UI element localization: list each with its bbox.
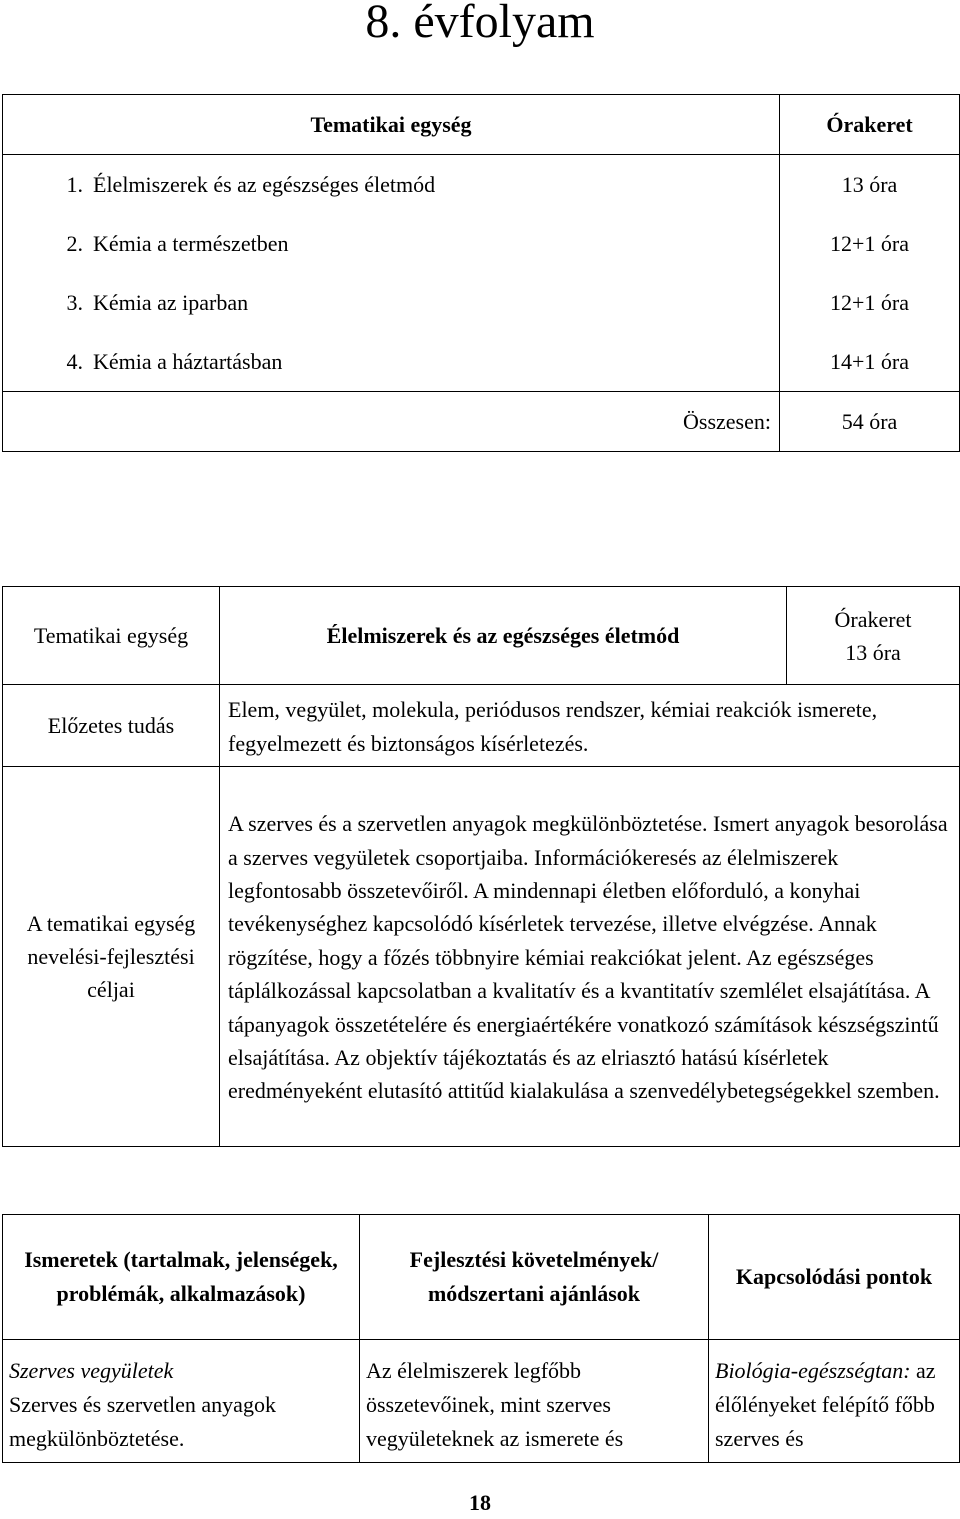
connections-cell bbox=[709, 1340, 960, 1463]
overview-row bbox=[3, 332, 960, 392]
unit-header-label: Tematikai egység bbox=[3, 587, 220, 685]
prior-knowledge-row bbox=[3, 685, 960, 767]
unit-table bbox=[2, 586, 960, 1147]
row-name: Élelmiszerek és az egészséges életmód bbox=[93, 155, 780, 215]
overview-row bbox=[3, 273, 960, 332]
goals-row bbox=[3, 767, 960, 1147]
overview-row bbox=[3, 155, 960, 215]
hours-value: 13 óra bbox=[845, 639, 901, 665]
details-table bbox=[2, 1214, 960, 1463]
row-hours: 12+1 óra bbox=[780, 214, 960, 273]
row-hours: 12+1 óra bbox=[780, 273, 960, 332]
goals-label-line: A tematikai egység bbox=[26, 911, 196, 936]
content-header: Ismeretek (tartalmak, jelenségek, problémák, alkalmazások) bbox=[3, 1215, 360, 1340]
goals-text: A szerves és a szervetlen anyagok megkülönböztetése. Ismert anyagok besorolása a szerves vegyületek csoportjaiba. Információkeresés az élelmiszerek legfontosabb összetevőiről. A mindennapi életben előforduló, a konyhai tevékenységhez kapcsolódó kísérletek tervezése, illetve elvégzése. Annak rögzítése, hogy a főzés többnyire kémiai reakciókat jelent. Az egészséges táplálkozással kapcsolatban a kvalitatív és a kvantitatív szemlélet elsajátítása. A tápanyagok összetételére és energiaértékére vonatkozó számítások készségszintű elsajátítása. Az objektív tájékoztatás és az elriasztó hatású kísérletek eredményeként elutasító attitűd kialakulása a szenvedélybetegségekkel szemben. bbox=[220, 767, 960, 1147]
goals-label-line: céljai bbox=[87, 977, 135, 1002]
row-name: Kémia az iparban bbox=[93, 273, 780, 332]
page-title: 8. évfolyam bbox=[365, 0, 595, 48]
overview-row bbox=[3, 214, 960, 273]
requirements-cell: Az élelmiszerek legfőbb összetevőinek, mint szerves vegyületeknek az ismerete és bbox=[360, 1340, 709, 1463]
overview-header-unit: Tematikai egység bbox=[3, 95, 780, 155]
overview-header-row bbox=[3, 95, 960, 155]
unit-hours-cell bbox=[787, 587, 960, 685]
content-text: Szerves és szervetlen anyagok megkülönböztetése. bbox=[9, 1392, 276, 1451]
overview-total-row bbox=[3, 392, 960, 452]
goals-label-line: nevelési-fejlesztési bbox=[27, 944, 195, 969]
prior-knowledge-label: Előzetes tudás bbox=[3, 685, 220, 767]
prior-knowledge-text: Elem, vegyület, molekula, periódusos rendszer, kémiai reakciók ismerete, fegyelmezett és biztonságos kísérletezés. bbox=[220, 685, 960, 767]
row-name: Kémia a természetben bbox=[93, 214, 780, 273]
details-row bbox=[3, 1340, 960, 1463]
content-topic: Szerves vegyületek bbox=[9, 1358, 174, 1383]
requirements-header: Fejlesztési követelmények/ módszertani ajánlások bbox=[360, 1215, 709, 1340]
row-name: Kémia a háztartásban bbox=[93, 332, 780, 392]
total-value: 54 óra bbox=[780, 392, 960, 452]
row-hours: 14+1 óra bbox=[780, 332, 960, 392]
page-number: 18 bbox=[469, 1490, 491, 1515]
row-number: 1. bbox=[3, 155, 94, 215]
goals-label bbox=[3, 767, 220, 1147]
overview-table bbox=[2, 94, 960, 452]
unit-header-row bbox=[3, 587, 960, 685]
connections-header: Kapcsolódási pontok bbox=[709, 1215, 960, 1340]
row-hours: 13 óra bbox=[780, 155, 960, 215]
details-header-row bbox=[3, 1215, 960, 1340]
row-number: 2. bbox=[3, 214, 94, 273]
total-label: Összesen: bbox=[3, 392, 780, 452]
connections-subject: Biológia-egészségtan: bbox=[715, 1358, 911, 1383]
connections-text: az élőlényeket felépítő főbb szerves és bbox=[715, 1358, 936, 1451]
overview-header-hours: Órakeret bbox=[780, 95, 960, 155]
row-number: 3. bbox=[3, 273, 94, 332]
content-cell bbox=[3, 1340, 360, 1463]
unit-title: Élelmiszerek és az egészséges életmód bbox=[220, 587, 787, 685]
hours-label: Órakeret bbox=[834, 606, 912, 632]
row-number: 4. bbox=[3, 332, 94, 392]
